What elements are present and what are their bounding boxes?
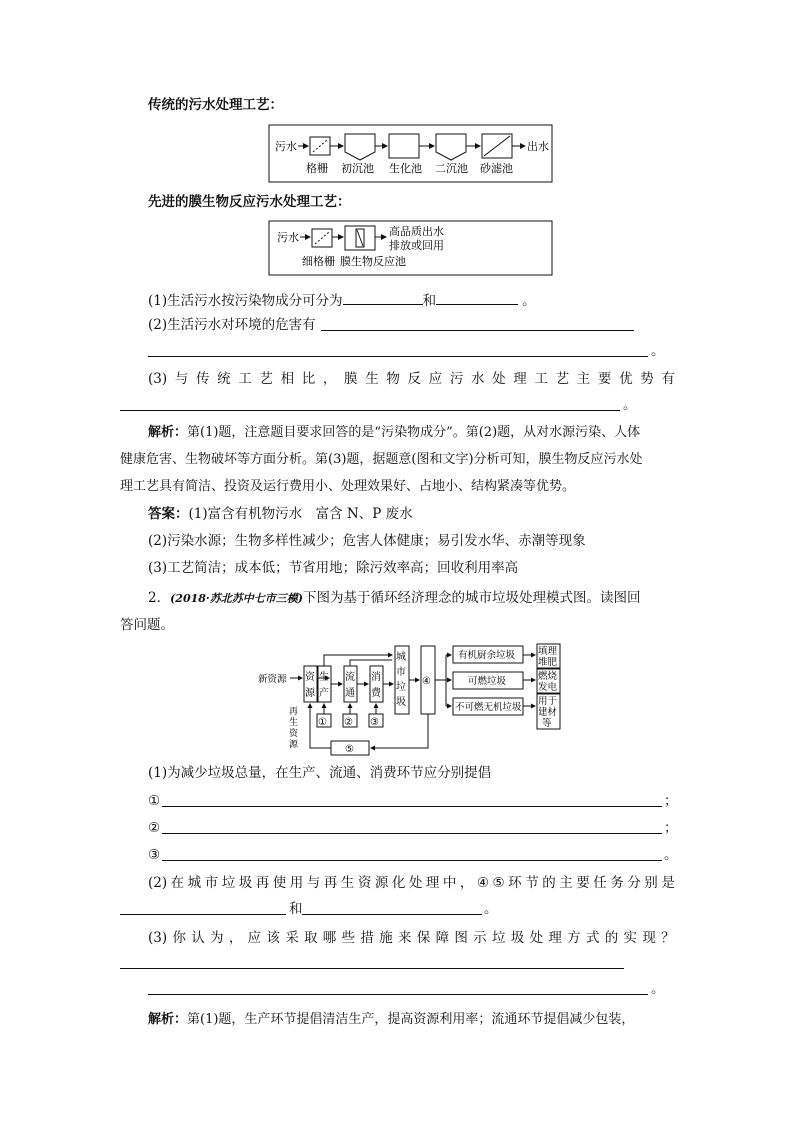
answer-line-text: (3)工艺简洁；成本低；节省用地；除污效率高；回收利用率高	[148, 560, 519, 576]
q-char: 中	[442, 875, 457, 891]
circulation-box	[344, 666, 357, 702]
q-char: ，	[228, 930, 243, 946]
q-char: 应	[247, 930, 262, 946]
question-text: 答问题。	[120, 617, 174, 633]
answer-text: (1)富含有机物污水 富含 N、P 废水	[188, 506, 413, 522]
semicolon: ；	[664, 820, 678, 836]
fine-screen-box	[312, 229, 332, 247]
q-char: ？	[661, 930, 675, 946]
q-char: 统	[217, 371, 231, 387]
grid-screen-box	[310, 137, 330, 155]
period: 。	[651, 343, 665, 359]
category-box	[453, 672, 523, 689]
consumption-box	[370, 666, 383, 702]
svg-text:生: 生	[289, 718, 299, 728]
category-combustible: 可燃垃圾	[468, 676, 507, 687]
q-char: 应	[428, 371, 443, 387]
q-char: 比	[301, 371, 316, 387]
analysis-line: 健康危害、生物破坏等方面分析。第(3)题，据题意(图和文字)分析可知，膜生物反应污水处	[120, 452, 643, 467]
q-char: 用	[289, 875, 304, 891]
q-char: 来	[397, 930, 412, 946]
svg-text:通: 通	[345, 688, 355, 699]
q-char: 图	[454, 930, 468, 946]
traditional-process-title: 传统的污水处理工艺：	[148, 97, 283, 113]
q-char: 示	[473, 930, 487, 946]
q-char: 工	[534, 371, 548, 387]
adv-input-label: 污水	[277, 231, 299, 244]
step-4-label: ④	[422, 676, 431, 687]
production-box	[318, 666, 331, 702]
q-char: 理	[548, 930, 562, 946]
q-char: 与	[174, 371, 189, 387]
period: 。	[484, 901, 498, 917]
period: 。	[651, 981, 665, 997]
q-char: 实	[623, 930, 638, 946]
question-2-2	[148, 874, 675, 892]
svg-text:资: 资	[289, 729, 299, 739]
trad-step-label: 初沉池	[341, 162, 374, 175]
q-char: 化	[391, 875, 406, 891]
q-char: 你	[172, 930, 186, 946]
answer-line[interactable]	[120, 914, 286, 915]
q-char: 现	[642, 930, 656, 946]
q-char: 的	[604, 930, 619, 946]
step-1-box	[317, 714, 331, 727]
analysis-line: 理工艺具有简洁、投资及运行费用小、处理效果好、占地小、结构紧凑等优势。	[120, 479, 576, 494]
q-char: (3)	[148, 371, 168, 387]
new-resource-label: 新资源	[258, 674, 287, 685]
q-char: ④	[476, 875, 490, 891]
question-text: (2)生活污水对环境的危害有	[148, 317, 316, 333]
period: 。	[664, 847, 678, 863]
svg-text:燃烧: 燃烧	[538, 671, 558, 682]
q-char: 圾	[238, 875, 253, 891]
q-char: 处	[529, 930, 544, 946]
q-char: 水	[470, 371, 485, 387]
q-char: 艺	[259, 371, 273, 387]
q-char: 为	[210, 930, 224, 946]
step-3-box	[369, 714, 383, 727]
answer-line[interactable]	[302, 914, 482, 915]
trad-step-label: 砂滤池	[480, 162, 513, 175]
q-char: 取	[304, 930, 318, 946]
trad-step-label: 生化池	[389, 162, 422, 175]
svg-text:流: 流	[345, 672, 355, 683]
q-char: 施	[379, 930, 393, 946]
q-char: 式	[585, 930, 600, 946]
category-box	[453, 646, 523, 663]
q-char: 哪	[322, 930, 337, 946]
question-2-1: (1)为减少垃圾总量，在生产、流通、消费环节应分别提倡	[148, 765, 492, 781]
q-char: 认	[191, 930, 205, 946]
q-char: (2)	[148, 875, 168, 891]
q-char: 优	[619, 371, 633, 387]
q-char: 别	[644, 875, 658, 891]
q-char: 在	[170, 875, 185, 891]
svg-text:用于: 用于	[538, 696, 558, 707]
question-2-header	[148, 589, 640, 608]
svg-text:填理: 填理	[538, 646, 558, 657]
trad-step-label: 二沉池	[435, 162, 468, 175]
svg-text:堆肥: 堆肥	[538, 657, 558, 668]
q-char: 膜	[344, 371, 358, 387]
step-4-box	[421, 646, 435, 714]
q-char: 垃	[491, 930, 506, 946]
result-box	[537, 669, 560, 693]
svg-text:等: 等	[542, 718, 552, 729]
svg-text:⑤: ⑤	[345, 744, 354, 755]
q-char: 的	[542, 875, 556, 891]
q-char: 理	[425, 875, 440, 891]
svg-text:源: 源	[305, 688, 315, 699]
svg-text:③: ③	[370, 717, 379, 728]
question-2-3	[148, 929, 675, 947]
semicolon: ；	[664, 793, 678, 809]
step-5-box	[331, 741, 369, 755]
svg-text:垃: 垃	[396, 682, 406, 693]
q-char: 务	[610, 875, 624, 891]
question-1-3	[148, 370, 675, 388]
q-char: (3)	[148, 930, 168, 946]
advanced-process-title: 先进的膜生物反应污水处理工艺：	[148, 194, 351, 210]
question-number: 2．	[148, 590, 171, 606]
svg-text:建材: 建材	[538, 707, 558, 718]
trad-step-label: 格栅	[306, 162, 328, 175]
q-char: 垃	[221, 875, 236, 891]
answer-line-text	[148, 505, 413, 523]
bio-tank-box	[389, 134, 419, 158]
q-char: 市	[204, 875, 219, 891]
category-noncombustible: 不可燃无机垃圾	[455, 702, 522, 713]
category-organic: 有机厨余垃圾	[458, 650, 516, 661]
q-char: 物	[386, 371, 400, 387]
question-1-2	[148, 316, 316, 334]
adv-output-label-1: 高品质出水	[389, 225, 444, 238]
question-text: 和	[422, 293, 437, 309]
trad-input-label: 污水	[275, 140, 297, 153]
svg-text:市: 市	[396, 667, 406, 678]
q-char: 再	[255, 875, 270, 891]
sand-filter-box	[482, 134, 512, 158]
q-char: 生	[365, 371, 379, 387]
answer-line[interactable]	[162, 833, 662, 834]
q-char: 反	[407, 371, 421, 387]
svg-text:城: 城	[396, 652, 406, 663]
q-char: 相	[280, 371, 295, 387]
svg-text:①: ①	[318, 717, 327, 728]
analysis-label: 解析：	[148, 425, 188, 440]
q-char: ，	[322, 371, 337, 387]
svg-text:费: 费	[371, 688, 381, 699]
q-char: 圾	[510, 930, 525, 946]
q-char: 与	[306, 875, 321, 891]
secondary-tank-shape	[436, 134, 466, 160]
svg-text:圾: 圾	[396, 697, 406, 708]
svg-text:生: 生	[319, 672, 329, 683]
q-char: 源	[374, 875, 389, 891]
q-char: 势	[640, 371, 654, 387]
q-char: 处	[492, 371, 506, 387]
q-char: 些	[341, 930, 356, 946]
q-char: 主	[559, 875, 573, 891]
q-char: 污	[449, 371, 464, 387]
svg-text:消: 消	[371, 672, 381, 683]
question-text: 和	[289, 901, 303, 917]
q-char: 要	[597, 371, 612, 387]
answer-line[interactable]	[162, 806, 662, 807]
q-char: 处	[408, 875, 423, 891]
q-char: 工	[238, 371, 252, 387]
q-char: 保	[416, 930, 431, 946]
svg-text:产: 产	[319, 688, 329, 699]
answer-blank[interactable]	[343, 290, 423, 305]
trad-output-label: 出水	[527, 140, 549, 153]
answer-label: 答案：	[148, 506, 189, 522]
result-box	[537, 694, 560, 729]
analysis-line	[148, 1011, 634, 1029]
q-char: 节	[525, 875, 539, 891]
q-char: 该	[266, 930, 280, 946]
adv-output-label-2: 排放或回用	[389, 239, 444, 252]
answer-line[interactable]	[120, 410, 620, 411]
q-char: 障	[435, 930, 450, 946]
adv-step-label: 膜生物反应池	[340, 255, 406, 268]
q-char: 艺	[555, 371, 570, 387]
q-char: 措	[360, 930, 374, 946]
membrane-reactor-box	[345, 226, 375, 250]
analysis-text: 第(1)题，注意题目要求回答的是“污染物成分”。第(2)题，从对水源污染、人体	[187, 425, 641, 440]
svg-text:再: 再	[289, 707, 299, 717]
analysis-line	[148, 424, 640, 442]
q-char: 环	[508, 875, 522, 891]
answer-blank[interactable]	[436, 290, 518, 305]
q-char: ，	[459, 875, 474, 891]
q-char: 方	[567, 930, 581, 946]
q-char: 城	[187, 875, 202, 891]
resource-box	[304, 666, 317, 702]
answer-line[interactable]	[148, 994, 648, 995]
city-waste-box	[395, 646, 409, 714]
step-2-box	[343, 714, 357, 727]
svg-text:②: ②	[344, 717, 353, 728]
q-char: 有	[661, 371, 675, 387]
question-text: (1)生活污水按污染物成分可分为	[148, 293, 343, 309]
answer-line[interactable]	[148, 356, 648, 357]
result-box	[537, 644, 560, 668]
period: 。	[623, 397, 637, 413]
answer-line[interactable]	[162, 860, 662, 861]
analysis-label: 解析：	[148, 1012, 188, 1027]
circle-2: ②	[148, 820, 161, 836]
answer-line-text: (2)污染水源；生物多样性减少；危害人体健康；易引发水华、赤潮等现象	[148, 533, 586, 549]
question-text: 下图为基于循环经济理念的城市垃圾处理模式图。读图回	[302, 590, 641, 606]
q-char: 要	[576, 875, 590, 891]
answer-line[interactable]	[321, 330, 634, 331]
primary-tank-shape	[345, 134, 375, 160]
q-char: 主	[576, 371, 591, 387]
adv-frame	[269, 221, 552, 275]
category-box	[453, 698, 523, 715]
circle-3: ③	[148, 847, 161, 863]
question-text: 。	[522, 293, 536, 309]
svg-text:资: 资	[305, 672, 315, 683]
q-char: 分	[627, 875, 641, 891]
q-char: 理	[513, 371, 527, 387]
q-char: 使	[272, 875, 287, 891]
answer-line[interactable]	[120, 968, 624, 969]
circle-1: ①	[148, 793, 161, 809]
q-char: 是	[661, 875, 675, 891]
question-1-1	[148, 290, 536, 310]
trad-frame	[269, 125, 552, 182]
svg-text:源: 源	[289, 740, 299, 750]
adv-step-label: 细格栅	[302, 255, 335, 268]
svg-text:发电: 发电	[538, 682, 558, 693]
question-source: (2018·苏北苏中七市三模)	[170, 592, 303, 605]
q-char: 资	[357, 875, 372, 891]
q-char: 再	[323, 875, 338, 891]
q-char: 采	[285, 930, 299, 946]
q-char: 传	[195, 371, 210, 387]
q-char: 任	[593, 875, 607, 891]
q-char: ⑤	[492, 875, 505, 891]
q-char: 生	[340, 875, 355, 891]
analysis-text: 第(1)题，生产环节提倡清洁生产，提高资源利用率；流通环节提倡减少包装，	[187, 1012, 635, 1027]
